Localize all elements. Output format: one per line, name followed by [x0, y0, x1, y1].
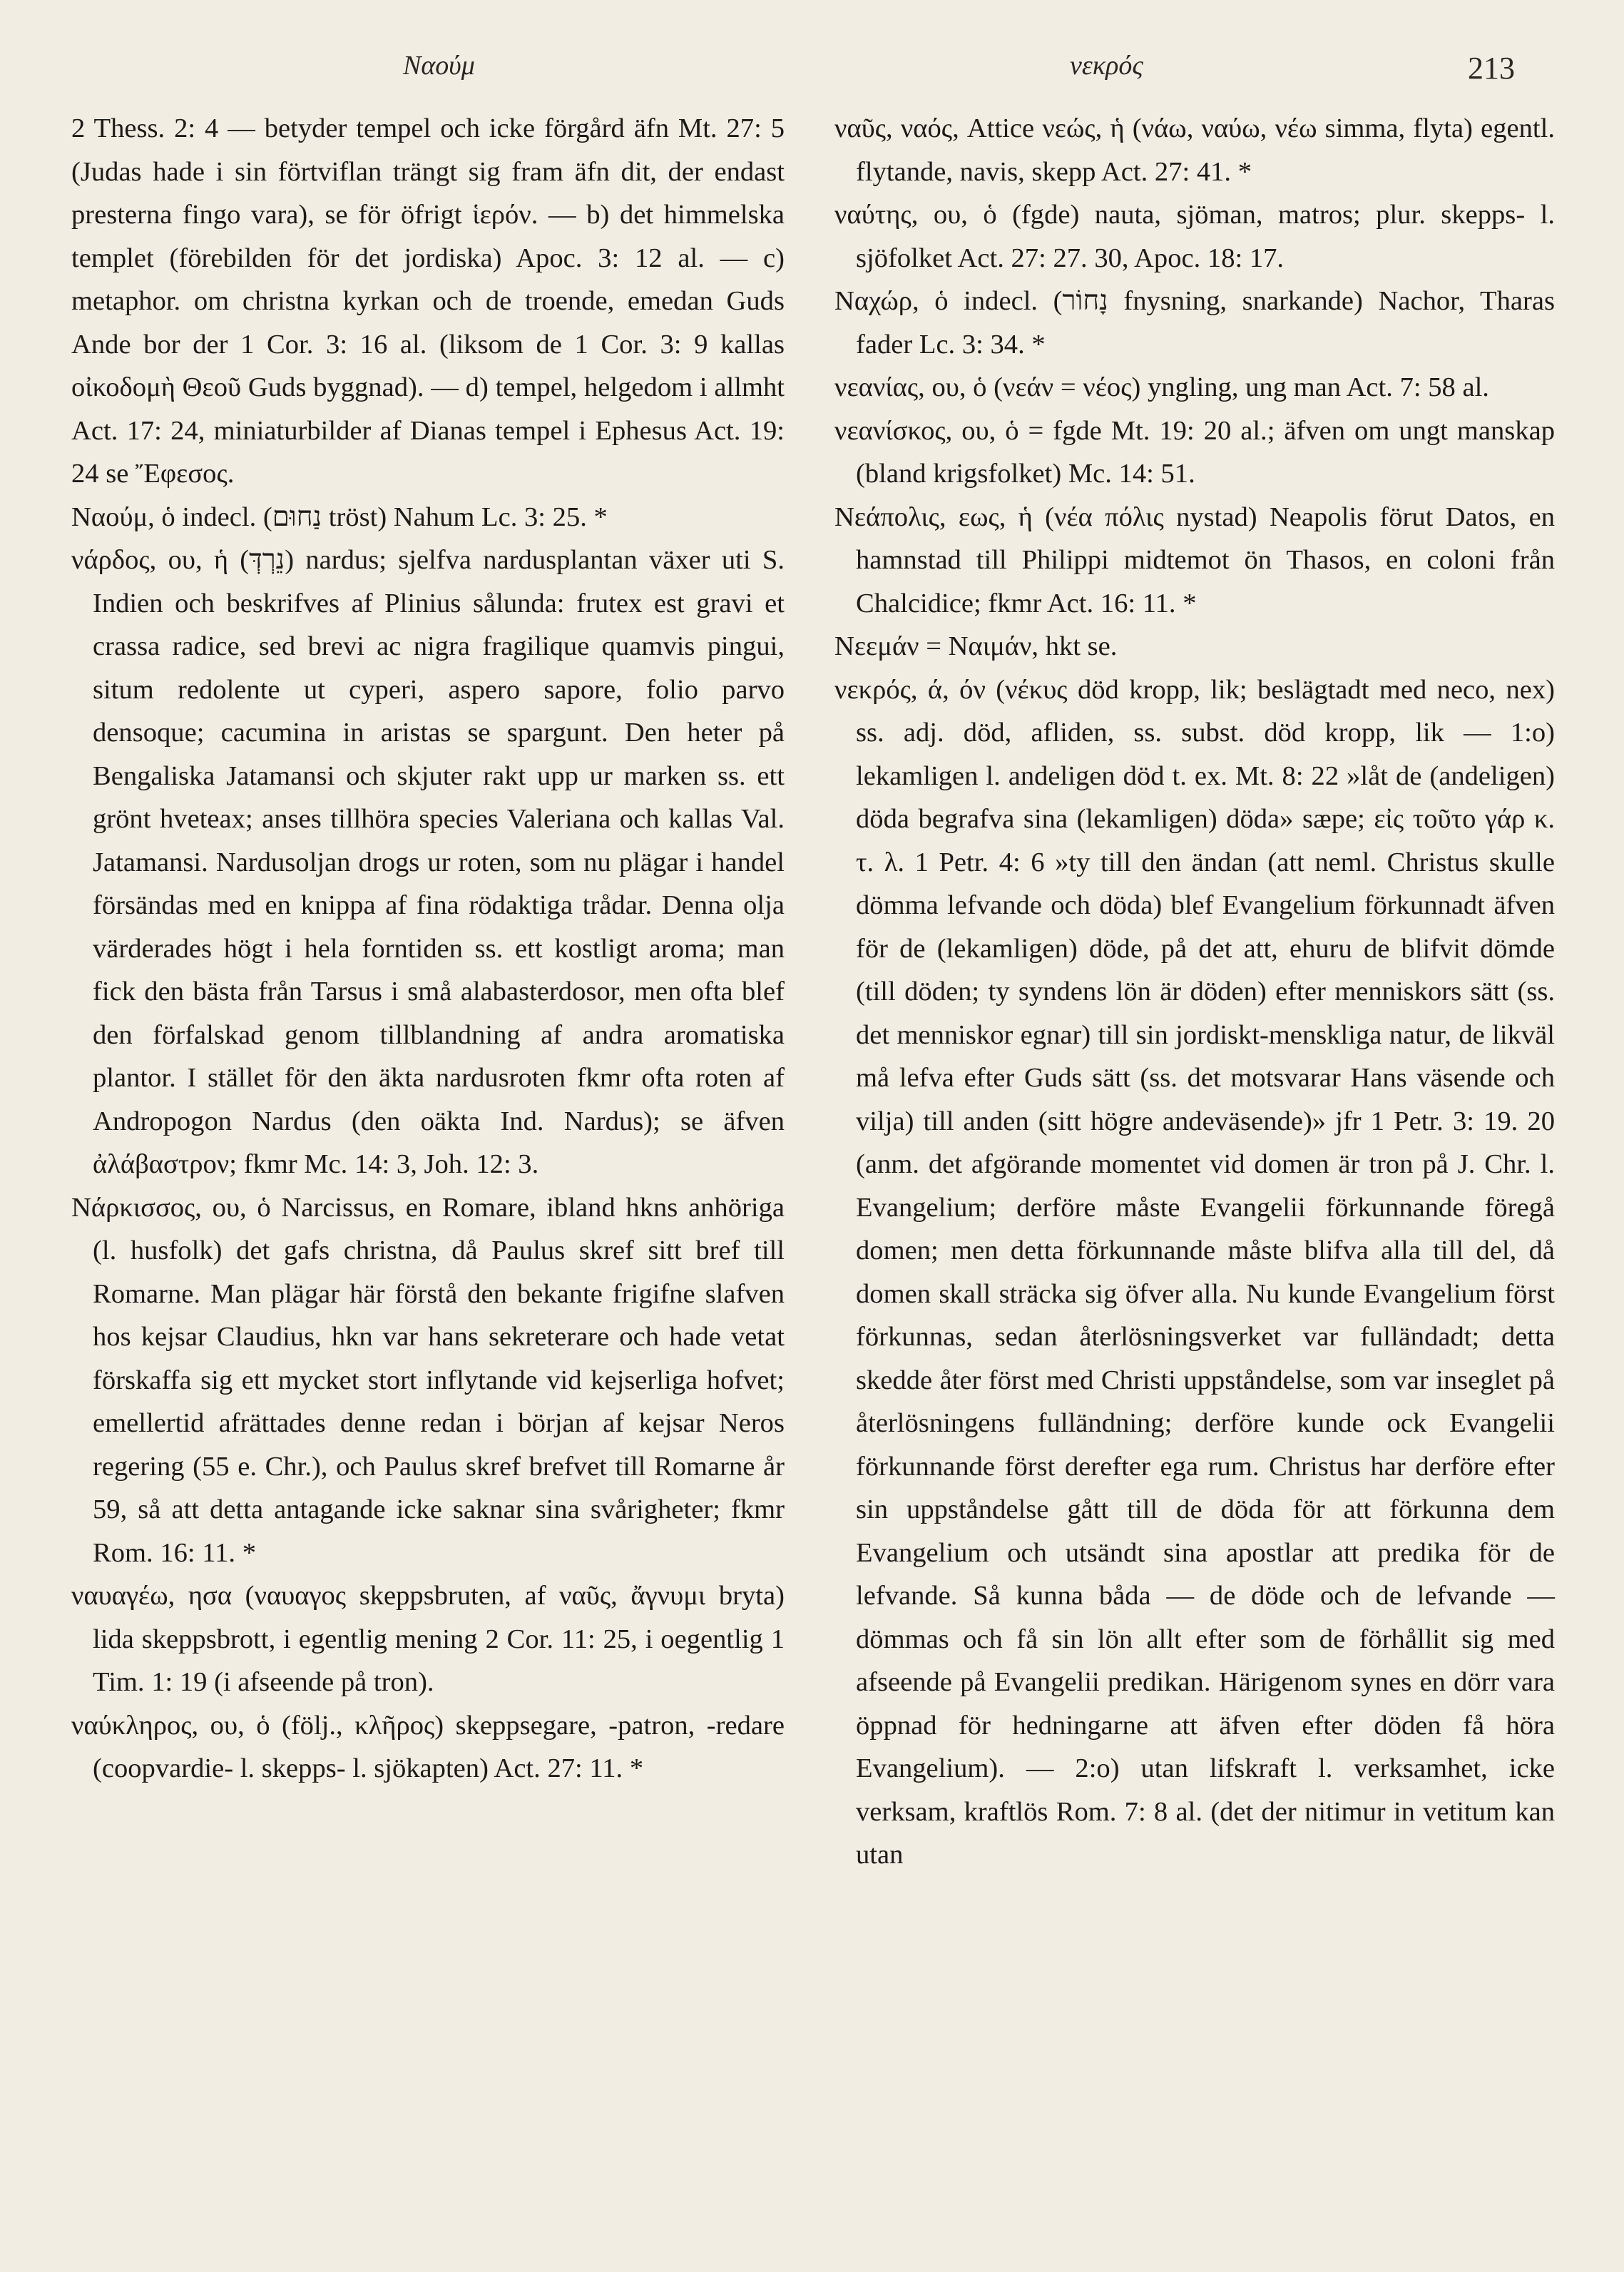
- left-column: [71, 107, 785, 1790]
- running-head-left: Ναούμ: [403, 51, 475, 81]
- entry-naukleros: ναύκληρος, ου, ὁ (följ., κλῆρος) skeppsegare, -patron, -redare (coopvardie- l. skepps- l. sjökapten) Act. 27: 11. *: [71, 1710, 785, 1783]
- entry-narkissos: Νάρκισσος, ου, ὁ Narcissus, en Romare, ibland hkns anhöriga (l. husfolk) det gafs christna, då Paulus skref sitt bref till Romarne. Man plägar här förstå den bekante frigifne slafven hos kejsar Claudius, hkn var hans sekreterare och hade vetat förskaffa sig ett mycket stort inflytande vid kejserliga hofvet; emellertid afrättades denne redan i början af kejsar Neros regering (55 e. Chr.), och Paulus skref brefvet till Romarne år 59, så att detta antagande icke saknar sina svårigheter; fkmr Rom. 16: 11. *: [71, 1192, 785, 1568]
- entry-nauageo: ναυαγέω, ησα (ναυαγος skeppsbruten, af ναῦς, ἄγνυμι bryta) lida skeppsbrott, i egentlig mening 2 Cor. 11: 25, i oegentlig 1 Tim. 1: 19 (i afseende på tron).: [71, 1581, 785, 1697]
- entry-neapolis: Νεάπολις, εως, ἡ (νέα πόλις nystad) Neapolis förut Datos, en hamnstad till Philippi midtemot ön Thasos, en coloni från Chalcidice; fkmr Act. 16: 11. *: [834, 501, 1555, 618]
- page-number: 213: [1468, 51, 1515, 86]
- entry-neeman: Νεεμάν = Ναιμάν, hkt se.: [834, 631, 1118, 661]
- entry-nekros: νεκρός, ά, όν (νέκυς död kropp, lik; beslägtadt med neco, nex) ss. adj. död, afliden, ss. subst. död kropp, lik — 1:o) lekamligen l. andeligen död t. ex. Mt. 8: 22 »låt de (andeligen) döda begrafva sina (lekamligen) döda» sæpe; εἰς τοῦτο γάρ κ. τ. λ. 1 Petr. 4: 6 »ty till den ändan (att neml. Christus skulle dömma lefvande och döda) blef Evangelium förkunnadt äfven för de (lekamligen) döde, på det att, ehuru de blifvit dömde (till döden; ty syndens lön är döden) efter menniskors sätt (ss. det menniskor egnar) till sin jordiskt-menskliga natur, de likväl må lefva efter Guds sätt (ss. det motsvarar Hans väsende och vilja) till anden (sitt högre andeväsende)» jfr 1 Petr. 3: 19. 20 (anm. det afgörande momentet vid domen är tron på J. Chr. l. Evangelium; derföre måste Evangelii förkunnande föregå domen; men detta förkunnande måste blifva alla till del, då domen skall sträcka sig öfver alla. Nu kunde Evangelium först förkunnas, sedan återlösningsverket var fulländadt; detta skedde åter först med Christi uppståndelse, som var inseglet på återlösningens fulländning; derföre kunde ock Evangelii förkunnande först derefter ega rum. Christus har derföre efter sin uppståndelse gått till de döda för att förkunna dem Evangelium och utsändt sina apostlar att predika för de lefvande. Så kunna båda — de döde och de lefvande — dömmas och få sin lön allt efter som de förhållit sig med afseende på Evangelii predikan. Härigenom synes en dörr vara öppnad för hedningarne att äfven efter döden få höra Evangelium). — 2:o) utan lifskraft l. verksamhet, icke verksam, kraftlös Rom. 7: 8 al. (det der nitimur in vetitum kan utan: [834, 674, 1555, 1870]
- running-head-center: νεκρός: [1070, 51, 1143, 81]
- entry-neanias: νεανίας, ου, ὁ (νεάν = νέος) yngling, ung man Act. 7: 58 al.: [834, 372, 1489, 402]
- entry-nachor: Ναχώρ, ὁ indecl. (נָחוֹר fnysning, snarkande) Nachor, Tharas fader Lc. 3: 34. *: [834, 286, 1555, 360]
- entry-naus: ναῦς, ναός, Attice νεώς, ἡ (νάω, ναύω, νέω simma, flyta) egentl. flytande, navis, skepp Act. 27: 41. *: [834, 113, 1555, 187]
- entry-continuation: 2 Thess. 2: 4 — betyder tempel och icke förgård äfn Mt. 27: 5 (Judas hade i sin förtviflan trängt sig fram äfn dit, der endast presterna fingo vara), se för öfrigt ἱερόν. — b) det himmelska templet (förebilden för det jordiska) Apoc. 3: 12 al. — c) metaphor. om christna kyrkan och de troende, emedan Guds Ande bor der 1 Cor. 3: 16 al. (liksom de 1 Cor. 3: 9 kallas οἰκοδομὴ Θεοῦ Guds byggnad). — d) tempel, helgedom i allmht Act. 17: 24, miniaturbilder af Dianas tempel i Ephesus Act. 19: 24 se Ἔφεσος.: [71, 113, 785, 489]
- entry-neaniskos: νεανίσκος, ου, ὁ = fgde Mt. 19: 20 al.; äfven om ungt manskap (bland krigsfolket) Mc. 14: 51.: [834, 415, 1555, 489]
- entry-nautes: ναύτης, ου, ὁ (fgde) nauta, sjöman, matros; plur. skepps- l. sjöfolket Act. 27: 27. 30, Apoc. 18: 17.: [834, 200, 1555, 273]
- entry-nardos: νάρδος, ου, ἡ (נֵרְדְּ) nardus; sjelfva nardusplantan växer uti S. Indien och beskrifves af Plinius sålunda: frutex est gravi et crassa radice, sed brevi ac nigra fragilique quamvis pingui, situm redolente ut cyperi, aspero sapore, folio parvo densoque; cacumina in aristas se spargunt. Den heter på Bengaliska Jatamansi och skjuter rakt upp ur marken ss. ett grönt hveteax; anses tillhöra species Valeriana och kallas Val. Jatamansi. Nardusoljan drogs ur roten, som nu plägar i handel försändas med en knippa af fina rödaktiga trådar. Denna olja värderades högt i hela forntiden ss. ett kostligt aroma; man fick den bästa från Tarsus i små alabasterdosor, men ofta blef den förfalskad genom tillblandning af andra aromatiska plantor. I stället för den äkta nardusroten fkmr ofta roten af Andropogon Nardus (den oäkta Ind. Nardus); se äfven ἀλάβαστρον; fkmr Mc. 14: 3, Joh. 12: 3.: [71, 545, 785, 1179]
- right-column: [834, 107, 1555, 1877]
- entry-naoum: Ναούμ, ὁ indecl. (נַחוּם tröst) Nahum Lc. 3: 25. *: [71, 501, 608, 532]
